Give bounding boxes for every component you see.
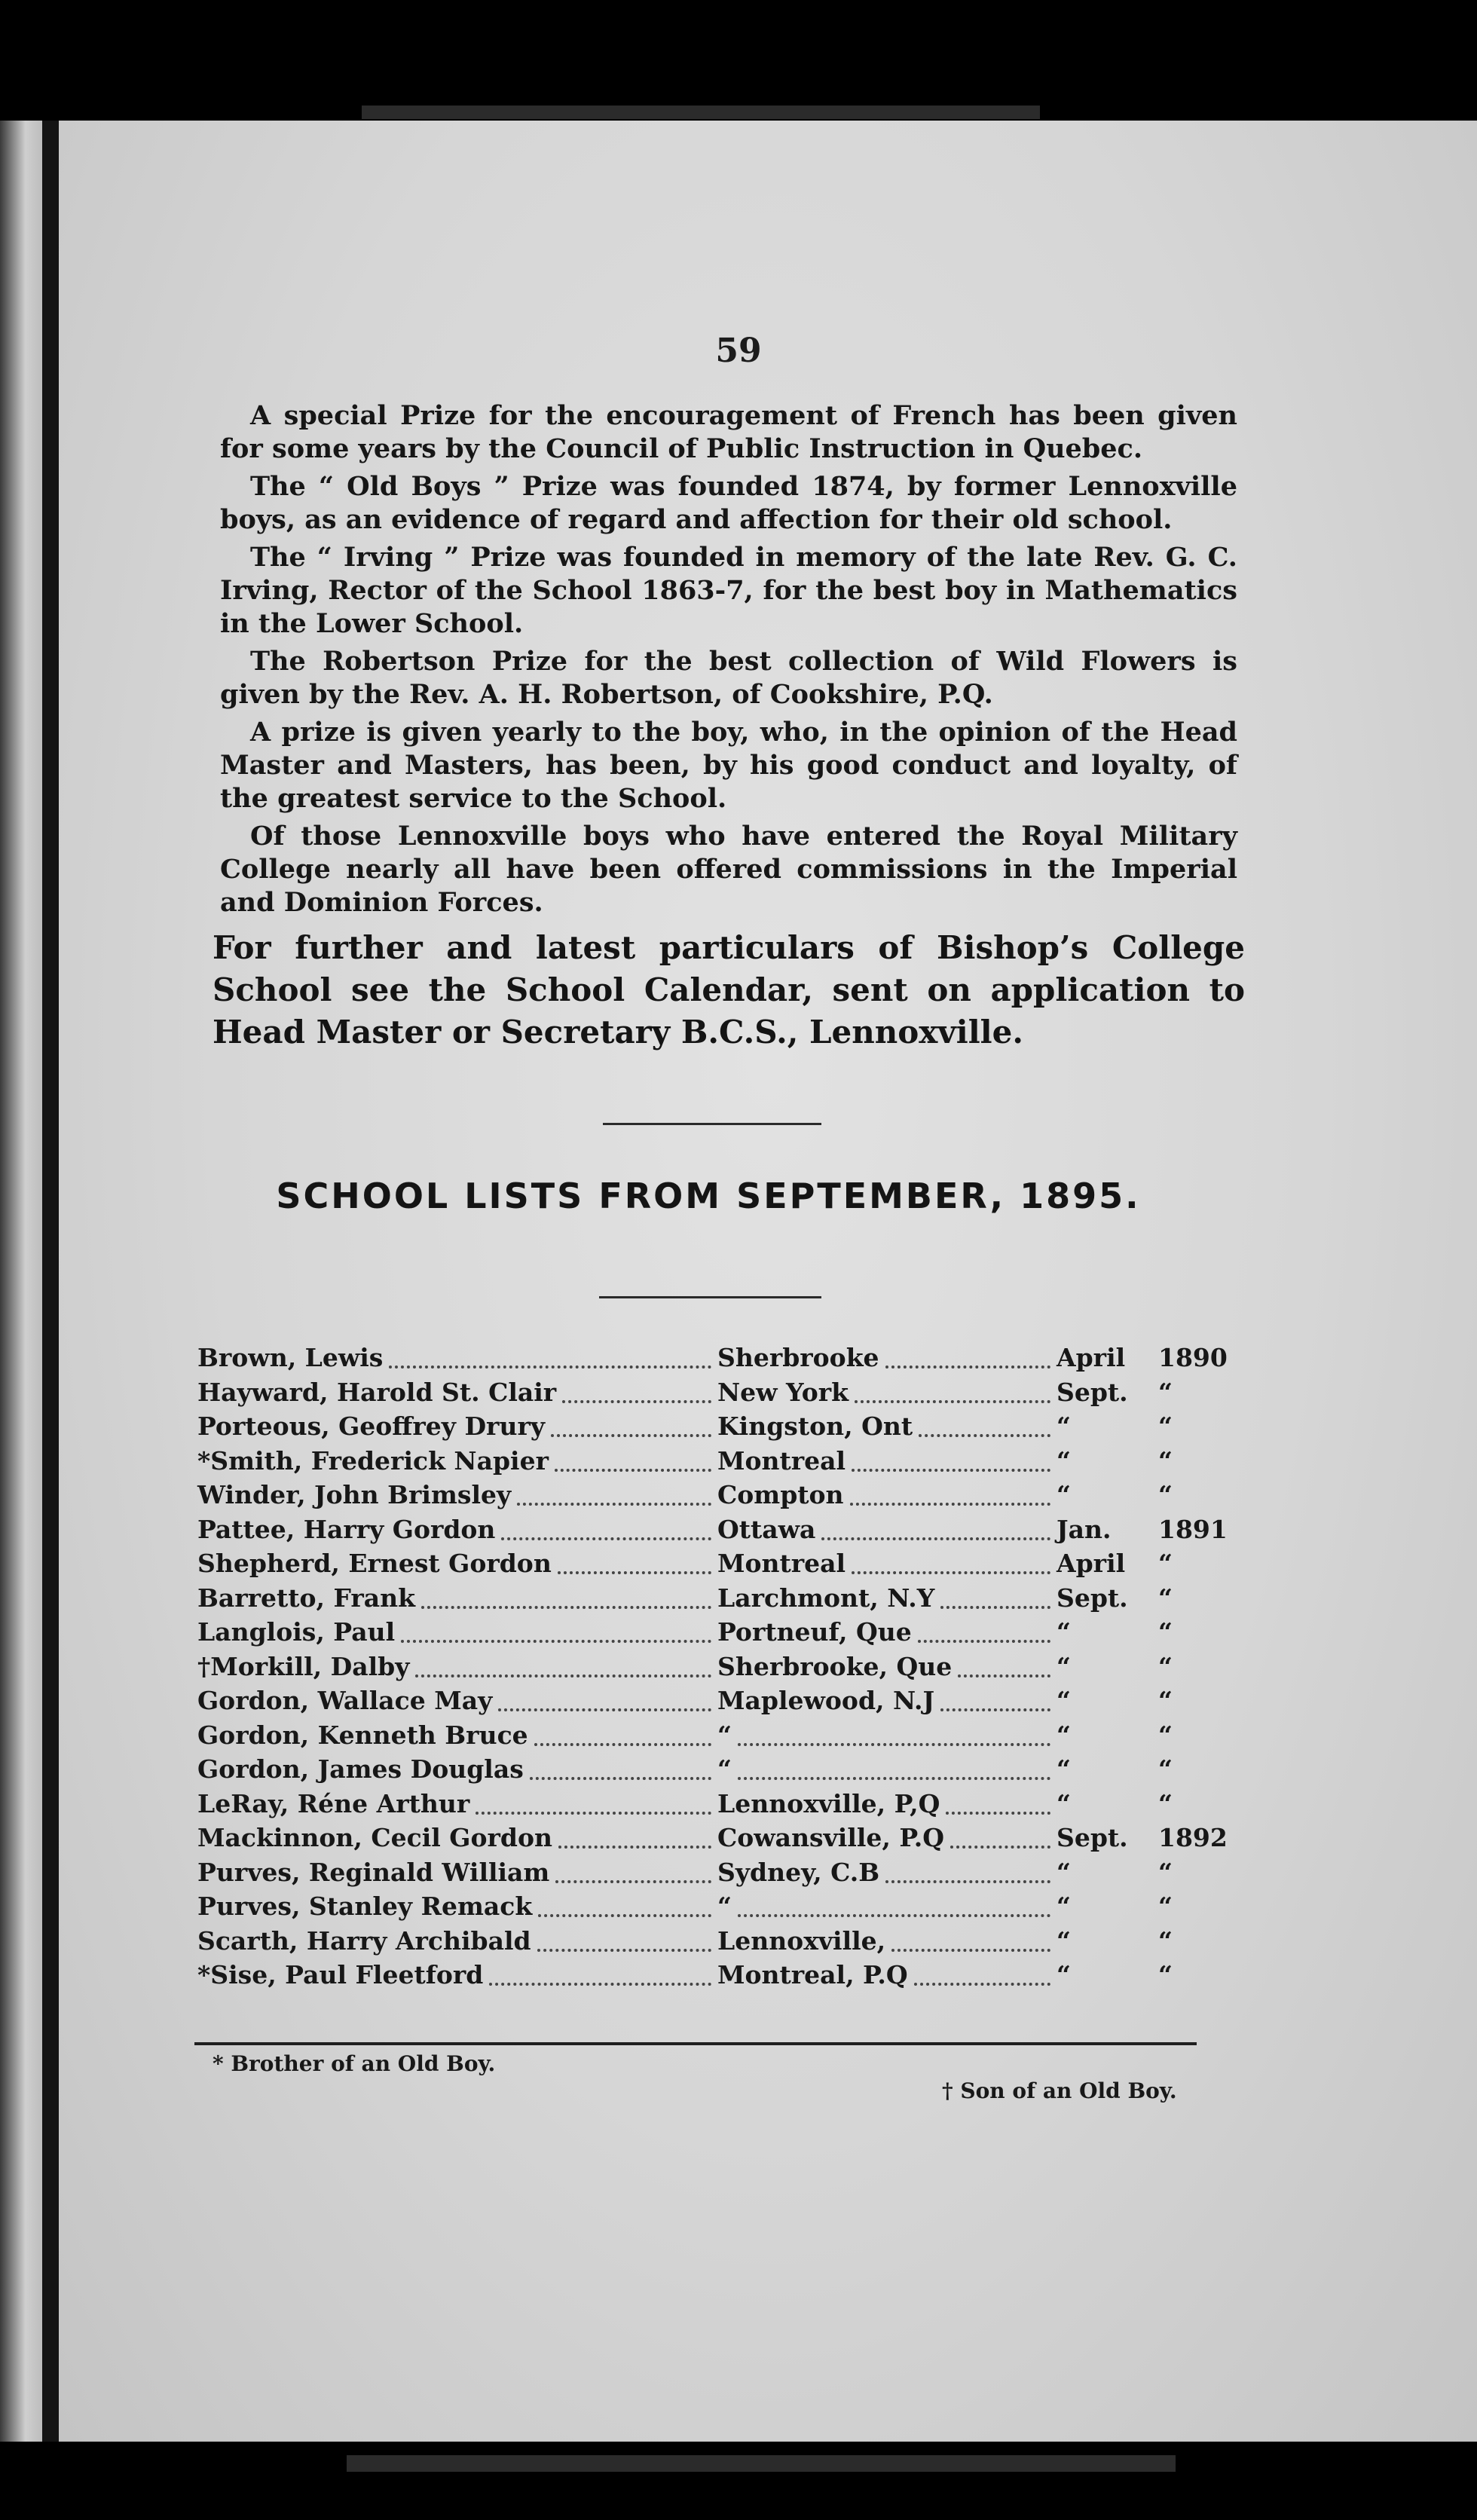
entry-month: “ (1057, 1960, 1071, 1989)
further-particulars: For further and latest particulars of Bishop’s College School see the School Calendar, sent on application to Head Master or Secretary B.C.S., Lennoxville. (213, 929, 1245, 1051)
dot-leader (537, 1949, 711, 1952)
entry-year: “ (1158, 1617, 1173, 1647)
paragraph-military-college: Of those Lennoxville boys who have entered the Royal Military College nearly all have been offered commissions in the Imperial and Dominion Forces. (220, 821, 1237, 918)
entry-year: “ (1158, 1857, 1173, 1887)
list-item (197, 1583, 1252, 1618)
student-town: “ (717, 1720, 732, 1750)
student-town: Portneuf, Que (717, 1617, 912, 1647)
dot-leader (738, 1914, 1050, 1917)
student-name: LeRay, Réne Arthur (197, 1788, 470, 1818)
dot-leader (517, 1503, 711, 1506)
dot-leader (738, 1743, 1050, 1746)
entry-month: “ (1057, 1754, 1071, 1784)
entry-year: “ (1158, 1411, 1173, 1441)
entry-month: Sept. (1057, 1377, 1128, 1407)
list-item (197, 1549, 1252, 1583)
dot-leader (940, 1708, 1050, 1711)
student-town: Maplewood, N.J (717, 1686, 935, 1715)
student-name: Porteous, Geoffrey Drury (197, 1411, 546, 1441)
list-item (197, 1480, 1252, 1515)
dot-leader (421, 1606, 711, 1609)
dot-leader (530, 1777, 711, 1780)
student-name: Mackinnon, Cecil Gordon (197, 1823, 552, 1852)
list-item (197, 1960, 1252, 1995)
student-name: Purves, Reginald William (197, 1857, 550, 1887)
student-name: Winder, John Brimsley (197, 1480, 512, 1509)
list-item (197, 1789, 1252, 1824)
student-town: “ (717, 1754, 732, 1784)
dot-leader (558, 1846, 711, 1849)
dot-leader (489, 1983, 711, 1986)
entry-month: “ (1057, 1617, 1071, 1647)
dot-leader (821, 1537, 1050, 1540)
list-item (197, 1617, 1252, 1652)
page-number: 59 (715, 332, 762, 370)
dot-leader (946, 1812, 1050, 1815)
paragraph-french-prize: A special Prize for the encouragement of French has been given for some years by the Council of Public Instruction in Quebec. (220, 400, 1237, 464)
entry-year: “ (1158, 1925, 1173, 1956)
student-name: Shepherd, Ernest Gordon (197, 1549, 552, 1578)
entry-month: “ (1057, 1788, 1071, 1818)
paragraph-robertson-prize: The Robertson Prize for the best collection of Wild Flowers is given by the Rev. A. H. Robertson, of Cookshire, P.Q. (220, 646, 1237, 710)
footnote-son: † Son of an Old Boy. (942, 2078, 1177, 2103)
entry-month: “ (1057, 1925, 1071, 1956)
student-name: Gordon, Kenneth Bruce (197, 1720, 528, 1750)
dot-leader (401, 1640, 711, 1643)
student-town: Kingston, Ont (717, 1411, 913, 1441)
entry-year: “ (1158, 1720, 1173, 1750)
entry-year: “ (1158, 1377, 1173, 1407)
dot-leader (950, 1846, 1050, 1849)
footnote-rule (194, 2042, 1197, 2045)
divider-bottom (599, 1296, 821, 1298)
paragraph-conduct-prize: A prize is given yearly to the boy, who, in the opinion of the Head Master and Masters, has been, by his good conduct and loyalty, of the greatest service to the School. (220, 717, 1237, 814)
dot-leader (958, 1674, 1050, 1677)
entry-year: “ (1158, 1651, 1173, 1681)
student-town: Sherbrooke (717, 1343, 879, 1372)
entry-year: “ (1158, 1445, 1173, 1476)
entry-month: “ (1057, 1411, 1071, 1441)
student-name: *Smith, Frederick Napier (197, 1445, 549, 1476)
entry-year: “ (1158, 1960, 1173, 1989)
dot-leader (555, 1880, 711, 1883)
dot-leader (852, 1469, 1050, 1472)
entry-month: “ (1057, 1686, 1071, 1715)
student-name: Langlois, Paul (197, 1617, 396, 1647)
student-name: Purves, Stanley Remack (197, 1892, 533, 1921)
dot-leader (885, 1366, 1050, 1369)
entry-year: “ (1158, 1892, 1173, 1921)
student-town: Lennoxville, (717, 1925, 886, 1956)
student-town: Compton (717, 1480, 844, 1509)
dot-leader (555, 1469, 711, 1472)
entry-month: “ (1057, 1720, 1071, 1750)
dot-leader (852, 1571, 1050, 1574)
list-item (197, 1343, 1252, 1378)
scan-bottom-strip (347, 2455, 1176, 2472)
dot-leader (551, 1434, 711, 1437)
dot-leader (891, 1949, 1050, 1952)
dot-leader (940, 1606, 1050, 1609)
student-name: †Morkill, Dalby (197, 1651, 410, 1681)
dot-leader (855, 1400, 1050, 1403)
paragraph-old-boys-prize: The “ Old Boys ” Prize was founded 1874, by former Lennoxville boys, as an evidence of regard and affection for their old school. (220, 471, 1237, 535)
list-item (197, 1515, 1252, 1549)
student-name: Gordon, Wallace May (197, 1686, 493, 1715)
student-town: Lennoxville, P,Q (717, 1788, 940, 1818)
entry-month: “ (1057, 1892, 1071, 1921)
entry-month: Sept. (1057, 1823, 1128, 1852)
entry-year: “ (1158, 1788, 1173, 1818)
student-town: Larchmont, N.Y (717, 1583, 935, 1613)
entry-month: “ (1057, 1651, 1071, 1681)
entry-month: Sept. (1057, 1583, 1128, 1613)
student-town: Montreal (717, 1445, 846, 1476)
list-item (197, 1446, 1252, 1481)
dot-leader (538, 1914, 711, 1917)
student-town: Cowansville, P.Q (717, 1823, 944, 1852)
student-name: Hayward, Harold St. Clair (197, 1377, 557, 1407)
dot-leader (850, 1503, 1050, 1506)
student-name: Scarth, Harry Archibald (197, 1925, 531, 1956)
dot-leader (885, 1880, 1050, 1883)
dot-leader (558, 1571, 711, 1574)
student-town: Montreal (717, 1549, 846, 1578)
dot-leader (389, 1366, 711, 1369)
list-item (197, 1652, 1252, 1687)
entry-month: Jan. (1057, 1514, 1112, 1544)
list-item (197, 1858, 1252, 1892)
entry-year: “ (1158, 1686, 1173, 1715)
dot-leader (476, 1812, 711, 1815)
entry-month: April (1057, 1343, 1126, 1372)
school-list (197, 1343, 1252, 1995)
footnote-brother: * Brother of an Old Boy. (213, 2051, 496, 2076)
list-item (197, 1378, 1252, 1412)
dot-leader (498, 1708, 711, 1711)
section-title: SCHOOL LISTS FROM SEPTEMBER, 1895. (276, 1176, 1141, 1216)
paragraph-irving-prize: The “ Irving ” Prize was founded in memory of the late Rev. G. C. Irving, Rector of the School 1863-7, for the best boy in Mathematics in the Lower School. (220, 542, 1237, 639)
student-town: Ottawa (717, 1514, 816, 1544)
list-item (197, 1823, 1252, 1858)
scan-top-strip (362, 106, 1040, 119)
student-name: Pattee, Harry Gordon (197, 1514, 496, 1544)
entry-month: April (1057, 1549, 1126, 1578)
student-town: Montreal, P.Q (717, 1960, 908, 1989)
entry-year: “ (1158, 1754, 1173, 1784)
list-item (197, 1686, 1252, 1720)
dot-leader (501, 1537, 711, 1540)
dot-leader (534, 1743, 711, 1746)
entry-year: “ (1158, 1549, 1173, 1578)
entry-year: 1892 (1158, 1823, 1228, 1852)
entry-year: “ (1158, 1583, 1173, 1613)
dot-leader (415, 1674, 711, 1677)
entry-month: “ (1057, 1445, 1071, 1476)
list-item (197, 1411, 1252, 1446)
list-item (197, 1892, 1252, 1926)
entry-year: 1890 (1158, 1343, 1228, 1372)
student-town: New York (717, 1377, 849, 1407)
book-spine (42, 121, 59, 2442)
prize-paragraphs (220, 399, 1237, 924)
student-name: Brown, Lewis (197, 1343, 384, 1372)
entry-month: “ (1057, 1480, 1071, 1509)
student-town: “ (717, 1892, 732, 1921)
entry-year: “ (1158, 1480, 1173, 1509)
divider-top (603, 1123, 821, 1125)
dot-leader (919, 1434, 1050, 1437)
dot-leader (918, 1640, 1050, 1643)
dot-leader (914, 1983, 1050, 1986)
adjacent-page-edge (0, 121, 42, 2442)
dot-leader (738, 1777, 1050, 1780)
student-name: *Sise, Paul Fleetford (197, 1960, 484, 1989)
list-item (197, 1754, 1252, 1789)
entry-month: “ (1057, 1857, 1071, 1887)
student-town: Sydney, C.B (717, 1857, 880, 1887)
student-town: Sherbrooke, Que (717, 1651, 953, 1681)
list-item (197, 1720, 1252, 1755)
dot-leader (562, 1400, 711, 1403)
student-name: Gordon, James Douglas (197, 1754, 524, 1784)
list-item (197, 1926, 1252, 1961)
entry-year: 1891 (1158, 1514, 1228, 1544)
student-name: Barretto, Frank (197, 1583, 415, 1613)
